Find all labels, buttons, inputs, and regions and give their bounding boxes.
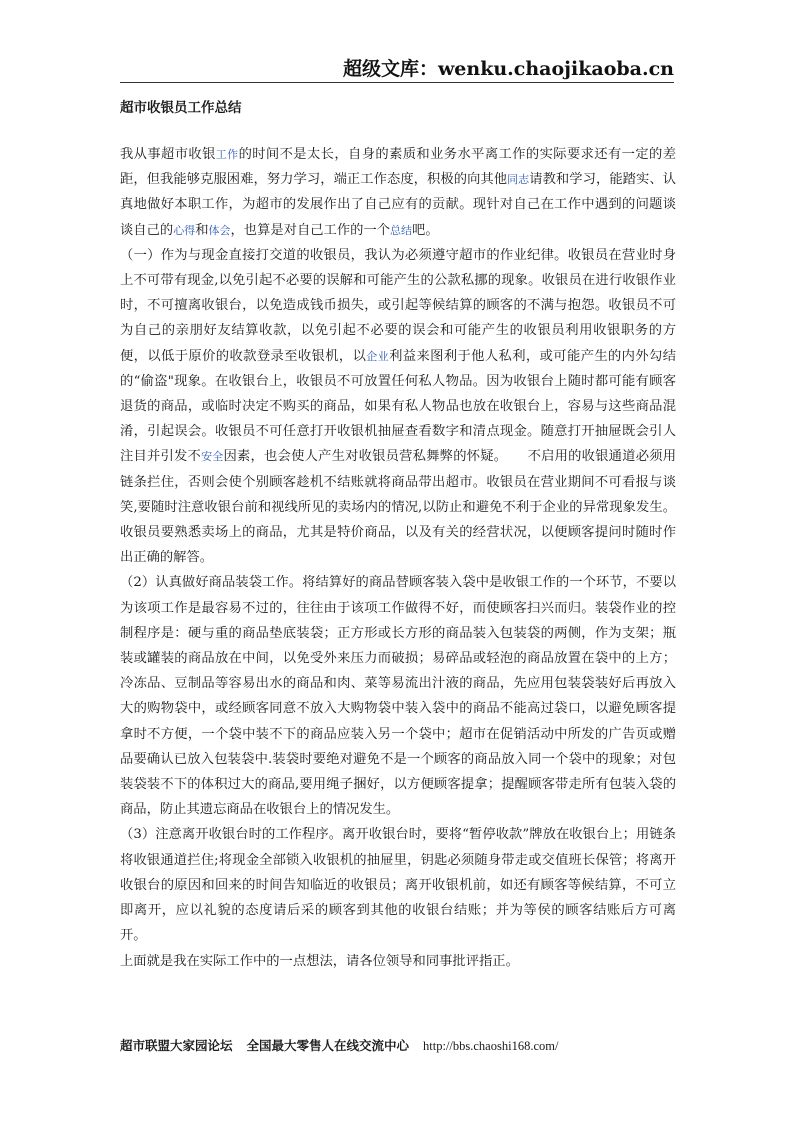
text-run: 因素，也会使人产生对收银员营私舞弊的怀疑。 不启用的收银通道必须用链条拦住，否则会使个别顾客趁机不结账就将商品带出超市。收银员在营业期间不可看报与谈笑,要随时注意收银台前和视线所见的卖场内的情况,以防止和避免不利于企业的异常现象发生。收银员要熟悉卖场上的商品，尤其是特价商品，以及有关的经营状况，以便顾客提问时随时作出正确的解答。 [120, 449, 677, 566]
closing-paragraph: 上面就是我在实际工作中的一点想法，请各位领导和同事批评指正。 [120, 953, 519, 969]
text-run: 的时间不是太长，自身的素质和业务水平离工作的实际要求还有一定的差距，但我能够克服困难，努力学习，端正工作态度，积极的向其他 [120, 147, 677, 188]
section-3-paragraph: （3）注意离开收银台时的工作程序。离开收银台时，要将“暂停收款”牌放在收银台上；用链条将收银通道拦住;将现金全部锁入收银机的抽屉里，钥匙必须随身带走或交值班长保管；将离开收银台的原因和回来的时间告知临近的收银员；离开收银机前，如还有顾客等候结算，不可立即离开，应以礼貌的态度请后采的顾客到其他的收银台结账；并为等侯的顾客结账后方可离开。 [120, 827, 676, 944]
keyword-link-safety[interactable]: 安全 [201, 450, 224, 464]
text-run: 我从事超市收银 [120, 147, 216, 162]
intro-paragraph [120, 142, 676, 243]
footer-url-link[interactable]: http://bbs.chaoshi168.com/ [423, 1039, 559, 1053]
text-run: 利益来图利于他人私利，或可能产生的内外勾结的“偷盗"现象。在收银台上，收银员不可放置任何私人物品。因为收银台上随时都可能有顾客退货的商品，或临时决定不购买的商品，如果有私人物品也放在收银台上，容易与这些商品混淆，引起误会。收银员不可任意打开收银机抽屉查看数字和清点现金。随意打开抽屉既会引人注目并引发不 [120, 348, 677, 465]
keyword-link-summary[interactable]: 总结 [390, 223, 413, 237]
text-run: ，也算是对自己工作的一个 [230, 222, 391, 238]
keyword-link-experience[interactable]: 心得 [173, 223, 196, 237]
section-2-paragraph: （2）认真做好商品装袋工作。将结算好的商品替顾客装入袋中是收银工作的一个环节，不要以为该项工作是最容易不过的，往往由于该项工作做得不好，而使顾客扫兴而归。装袋作业的控制程序是：硬与重的商品垫底装袋；正方形或长方形的商品装入包装袋的两侧，作为支架；瓶装或罐装的商品放在中间，以免受外来压力而破损；易碎品或轻泡的商品放置在袋中的上方；冷冻品、豆制品等容易出水的商品和肉、菜等易流出汁液的商品，先应用包装袋装好后再放入大的购物袋中，或经顾客同意不放入大购物袋中装入袋中的商品不能高过袋口，以避免顾客提拿时不方便，一个袋中装不下的商品应装入另一个袋中；超市在促销活动中所发的广告页或赠品要确认已放入包装袋中.装袋时要绝对避免不是一个顾客的商品放入同一个袋中的现象；对包装袋装不下的体积过大的商品,要用绳子捆好，以方便顾客提拿；提醒顾客带走所有包装入袋的商品，防止其遗忘商品在收银台上的情况发生。 [120, 575, 676, 818]
keyword-link-insight[interactable]: 体会 [208, 223, 231, 237]
site-header: 超级文库：wenku.chaojikaoba.cn [342, 58, 674, 80]
footer-forum-name: 超市联盟大家园论坛 [120, 1038, 233, 1053]
keyword-link-comrade[interactable]: 同志 [507, 173, 530, 187]
header-divider [120, 82, 674, 83]
text-run: 请教和学习，能踏实、认真地做好本职工作，为超市的发展作出了自己应有的贡献。现针对自己在工作中遇到的问题谈谈自己的 [120, 172, 677, 238]
text-run: 吧。 [412, 222, 439, 238]
document-body [120, 142, 676, 974]
text-run: 和 [195, 222, 209, 238]
text-run: （一）作为与现金直接打交道的收银员，我认为必须遵守超市的作业纪律。收银员在营业时身上不可带有现金,以免引起不必要的误解和可能产生的公款私挪的现象。收银员在进行收银作业时，不可擅离收银台，以免造成钱币损失，或引起等候结算的顾客的不满与抱怨。收银员不可为自己的亲朋好友结算收款，以免引起不必要的误会和可能产生的收银员利用收银职务的方便，以低于原价的收款登录至收银机，以 [120, 247, 676, 364]
keyword-link-enterprise[interactable]: 企业 [366, 349, 390, 363]
footer-tagline: 全国最大零售人在线交流中心 [246, 1038, 410, 1053]
document-title: 超市收银员工作总结 [120, 100, 242, 116]
keyword-link-work[interactable]: 工作 [215, 148, 239, 161]
page-footer [120, 1036, 558, 1054]
section-1-paragraph [120, 243, 676, 571]
